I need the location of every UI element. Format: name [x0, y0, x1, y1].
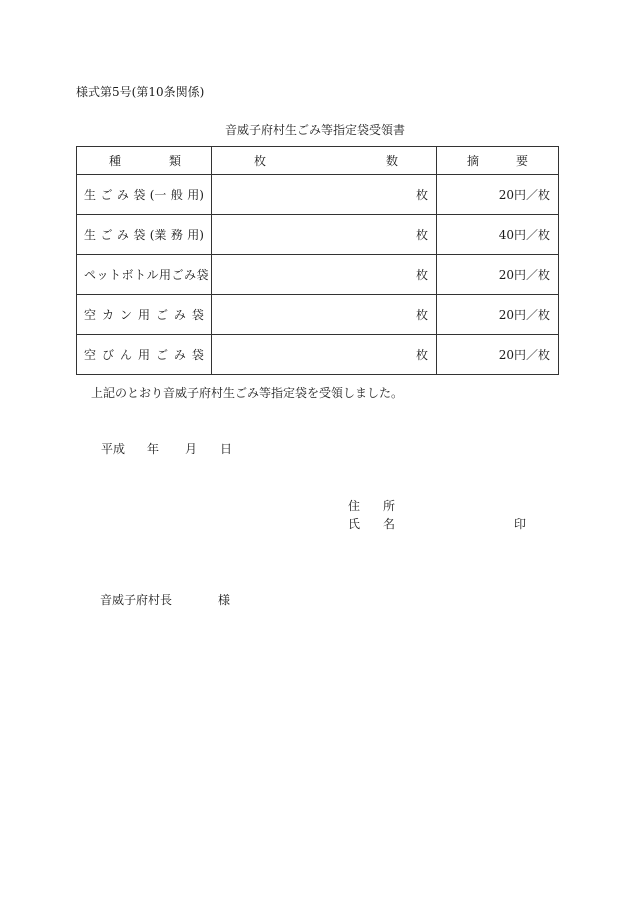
- bag-type-char: 生: [84, 188, 97, 202]
- bag-type-char: 袋: [133, 188, 146, 202]
- table-row: [77, 175, 559, 215]
- table-row: [77, 295, 559, 335]
- form-number: 様式第5号(第10条関係): [76, 85, 205, 99]
- addressee-name: 音威子府村長: [100, 593, 173, 607]
- receipt-statement: 上記のとおり音威子府村生ごみ等指定袋を受領しました。: [91, 386, 404, 400]
- table-row: [77, 255, 559, 295]
- bag-type-char: 空: [84, 348, 97, 362]
- date-year-unit: 年: [147, 442, 160, 456]
- note-cell: 20円／枚: [437, 175, 559, 215]
- count-cell[interactable]: 枚: [212, 335, 437, 375]
- addressee-honorific: 様: [218, 593, 231, 607]
- note-cell: 20円／枚: [437, 255, 559, 295]
- header-note-char: 要: [515, 154, 528, 168]
- header-type: [77, 147, 212, 175]
- bag-type-char: み: [173, 348, 186, 362]
- bag-type-char: ご: [155, 308, 168, 322]
- bag-type-char: み: [116, 188, 129, 202]
- bag-type-char: 生: [84, 228, 97, 242]
- seal-mark: 印: [514, 517, 527, 531]
- bag-type-char: ご: [100, 188, 113, 202]
- count-cell[interactable]: 枚: [212, 175, 437, 215]
- date-day-unit: 日: [220, 442, 233, 456]
- bag-type-cell: [77, 295, 212, 335]
- count-cell[interactable]: 枚: [212, 215, 437, 255]
- bag-type-char: み: [116, 228, 129, 242]
- date-era: 平成: [101, 442, 126, 456]
- header-note-char: 摘: [467, 154, 480, 168]
- bag-type-char: 袋: [191, 308, 204, 322]
- bag-type-char: ご: [100, 228, 113, 242]
- name-label-char: 名: [383, 517, 396, 531]
- bag-type-char: み: [173, 308, 186, 322]
- bag-type-cell: [77, 215, 212, 255]
- header-type-char: 種: [109, 154, 122, 168]
- bag-type-char: 空: [84, 308, 97, 322]
- bag-type-char: 用: [137, 348, 150, 362]
- table-row: [77, 335, 559, 375]
- bag-type-char: 務: [170, 228, 183, 242]
- header-count: [212, 147, 437, 175]
- bag-type-label: ペットボトル用ごみ袋: [84, 268, 210, 282]
- bag-type-char: 袋: [133, 228, 146, 242]
- bag-type-char: カ: [101, 308, 114, 322]
- bag-type-char: び: [101, 348, 114, 362]
- bag-type-char: (業: [149, 228, 167, 242]
- note-cell: 20円／枚: [437, 295, 559, 335]
- bag-type-cell: [77, 335, 212, 375]
- header-count-char: 枚: [254, 154, 267, 168]
- date-month-unit: 月: [185, 442, 198, 456]
- receipt-table: [76, 146, 559, 375]
- bag-type-cell: [77, 255, 212, 295]
- note-cell: 20円／枚: [437, 335, 559, 375]
- header-type-char: 類: [168, 154, 181, 168]
- bag-type-char: 用): [187, 188, 204, 202]
- table-row: [77, 215, 559, 255]
- name-label-char: 氏: [348, 517, 361, 531]
- document-title: 音威子府村生ごみ等指定袋受領書: [224, 123, 405, 137]
- count-cell[interactable]: 枚: [212, 255, 437, 295]
- address-label-char: 住: [348, 499, 361, 513]
- bag-type-char: 般: [170, 188, 183, 202]
- header-count-char: 数: [385, 154, 398, 168]
- bag-type-char: 用: [137, 308, 150, 322]
- bag-type-char: (一: [149, 188, 167, 202]
- bag-type-cell: [77, 175, 212, 215]
- bag-type-char: ン: [119, 308, 132, 322]
- table-header-row: [77, 147, 559, 175]
- count-cell[interactable]: 枚: [212, 295, 437, 335]
- header-note: [437, 147, 559, 175]
- address-label-char: 所: [383, 499, 396, 513]
- bag-type-char: 袋: [191, 348, 204, 362]
- note-cell: 40円／枚: [437, 215, 559, 255]
- bag-type-char: 用): [187, 228, 204, 242]
- bag-type-char: ご: [155, 348, 168, 362]
- bag-type-char: ん: [119, 348, 132, 362]
